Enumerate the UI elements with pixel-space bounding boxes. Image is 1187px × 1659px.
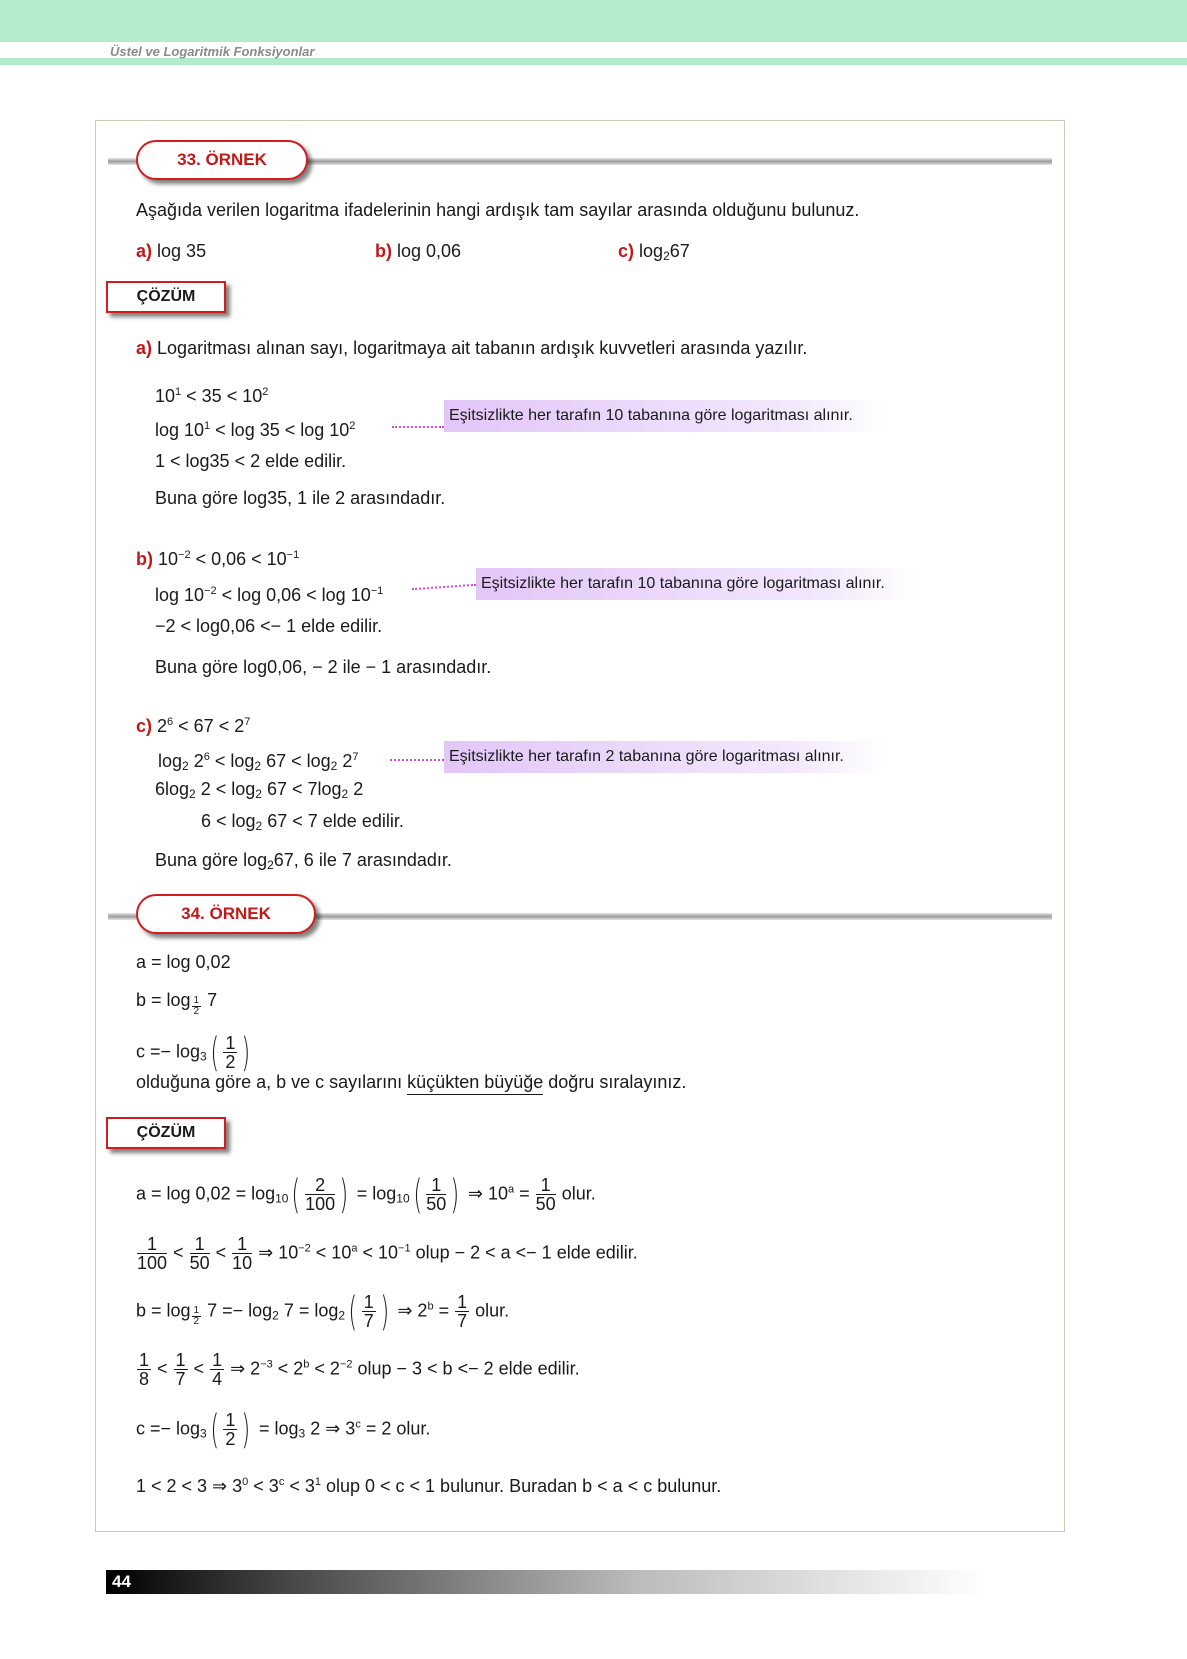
sol-line-2: $\frac{1}{100}$ < $\frac{1}{50}$ < $\frac{1}{10}$ ⇒ $10^{-2} < 10^a < 10^{-1}$ olup − 2 < a <− 1 elde edilir. (137, 1234, 638, 1273)
eq-a4: Buna göre log35, 1 ile 2 arasındadır. (155, 488, 446, 508)
option-b: b) log 0,06 (375, 241, 462, 261)
dotted-leader (392, 426, 444, 428)
eq-a1: $10^1 < 35 < 10^2$ (155, 386, 269, 406)
sol-line-1: $a = \log 0,02 = \log_{10}$( $\frac{2}{100}$ ) = $\log_{10}$( $\frac{1}{50}$ ) ⇒ $10^a$ = $\frac{1}{50}$ olur. (136, 1171, 596, 1218)
option-c: c) $\log_267$ (618, 241, 690, 263)
top-band (0, 0, 1187, 42)
solution-label: ÇÖZÜM (106, 1117, 226, 1149)
eq-a2: $\log 10^1 < \log 35 < \log 10^2$ (155, 420, 356, 440)
running-title: Üstel ve Logaritmik Fonksiyonlar (110, 44, 315, 59)
solution-label: ÇÖZÜM (106, 281, 226, 313)
page-number: 44 (112, 1572, 131, 1591)
note-log10-b: Eşitsizlikte her tarafın 10 tabanına göre logaritması alınır. (476, 568, 916, 600)
eq-c2: $\log_2 2^6 < \log_2 67 < \log_2 2^7$ (158, 751, 359, 773)
sol-line-4: $\frac{1}{8}$ < $\frac{1}{7}$ < $\frac{1}{4}$ ⇒ $2^{-3} < 2^b < 2^{-2}$ olup − 3 < b <− 2 elde edilir. (139, 1350, 580, 1389)
example-33-title: 33. ÖRNEK (136, 140, 308, 180)
sol-line-5: $c =- \log_3$( $\frac{1}{2}$ ) = $\log_3 2$ ⇒ $3^c = 2$ olur. (136, 1406, 431, 1453)
def-a: a = log 0,02 (136, 952, 231, 972)
eq-c5: Buna göre $\log_267$, 6 ile 7 arasındadır. (155, 850, 452, 872)
section-rule (300, 158, 1052, 165)
section-rule (310, 913, 1052, 920)
sol-line-3: b = log $\frac{1}{2}$ $7 =- \log_2 7 = \log_2$( $\frac{1}{7}$ ) ⇒ $2^b$ = $\frac{1}{7}$ olur. (136, 1288, 510, 1335)
eq-b2: $\log 10^{-2} < \log 0,06 < \log 10^{-1}$ (155, 585, 384, 605)
question-text: Aşağıda verilen logaritma ifadelerinin hangi ardışık tam sayılar arasında olduğunu bulunuz. (136, 200, 860, 220)
eq-c3: $6\log_2$ $2 < \log_2 67 < 7\log_2$ 2 (155, 779, 364, 801)
eq-c1: c) $2^6 < 67 < 2^7$ (136, 716, 251, 736)
def-c: $c =- \log_3$( $\frac{1}{2}$ ) (136, 1029, 251, 1076)
option-a: a) log 35 (136, 241, 207, 261)
eq-c4: $6 < \log_2 67 < 7$ elde edilir. (201, 811, 404, 833)
order-prompt: olduğuna göre a, b ve c sayılarını küçükten büyüğe doğru sıralayınız. (136, 1071, 686, 1093)
eq-b4: Buna göre log0,06, − 2 ile − 1 arasındadır. (155, 657, 492, 677)
sol-line-6: 1 < 2 < 3 ⇒ $3^0 < 3^c < 3^1$ olup 0 < c < 1 bulunur. Buradan b < a < c bulunur. (136, 1476, 722, 1496)
note-log10-a: Eşitsizlikte her tarafın 10 tabanına göre logaritması alınır. (444, 400, 884, 432)
eq-a3: 1 < log35 < 2 elde edilir. (155, 451, 347, 471)
note-log2-c: Eşitsizlikte her tarafın 2 tabanına göre logaritması alınır. (444, 741, 884, 773)
eq-b1: b) $10^{-2} < 0,06 < 10^{-1}$ (136, 549, 300, 569)
eq-b3: −2 < log0,06 <− 1 elde edilir. (155, 616, 383, 636)
footer-bar (106, 1570, 986, 1594)
dotted-leader (390, 759, 444, 761)
top-stripe (0, 58, 1187, 65)
example-34-title: 34. ÖRNEK (136, 894, 316, 934)
part-a-intro: a) Logaritması alınan sayı, logaritmaya ait tabanın ardışık kuvvetleri arasında yazılır. (136, 338, 808, 358)
def-b: b = log $\frac{1}{2}$ 7 (136, 990, 218, 1017)
